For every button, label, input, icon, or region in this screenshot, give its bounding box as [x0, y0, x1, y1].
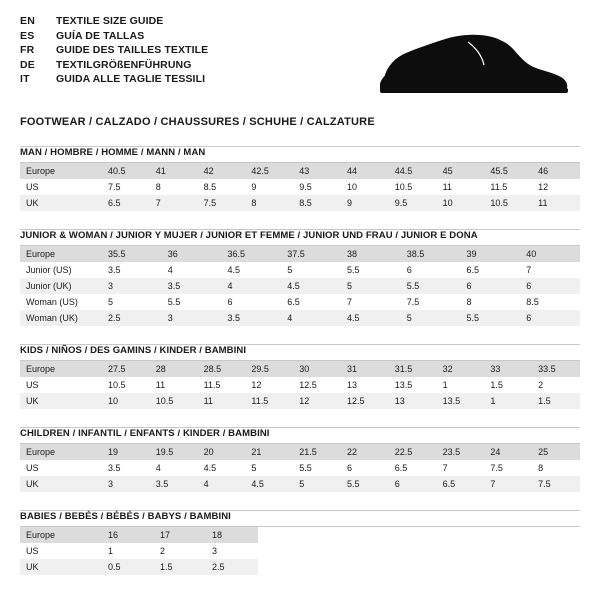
table-row — [20, 278, 580, 294]
table-cell: 2 — [160, 546, 166, 556]
table-cell: 45.5 — [484, 163, 532, 179]
row-label: UK — [20, 476, 102, 492]
category-title: FOOTWEAR / CALZADO / CHAUSSURES / SCHUHE / CALZATURE — [20, 116, 375, 128]
table-cell: 38 — [341, 246, 401, 262]
section-title: CHILDREN / INFANTIL / ENFANTS / KINDER / BAMBINI — [20, 428, 270, 439]
table-cell: 36.5 — [222, 246, 282, 262]
language-rows — [20, 16, 208, 89]
table-cell: 6.5 — [437, 476, 485, 492]
table-cell: 4.5 — [203, 463, 217, 473]
table-cell: 25 — [532, 444, 580, 460]
row-label: Europe — [20, 246, 102, 262]
table-cell: 7 — [442, 463, 448, 473]
table-cell: 10.5 — [150, 393, 198, 409]
table-cell: 8.5 — [293, 195, 341, 211]
table-cell: 35.5 — [102, 246, 162, 262]
table-cell: 11 — [532, 195, 580, 211]
table-row — [20, 476, 580, 492]
table-cell: 4 — [167, 265, 173, 275]
table-cell: 1 — [484, 393, 532, 409]
table-cell: 42.5 — [245, 163, 293, 179]
table-cell: 3 — [102, 278, 162, 294]
table-cell: 21.5 — [293, 444, 341, 460]
size-table-junior-woman — [20, 246, 580, 326]
table-row — [20, 444, 580, 460]
row-label: US — [26, 546, 39, 556]
table-cell: 13.5 — [437, 393, 485, 409]
table-row — [20, 361, 580, 377]
document-header — [20, 16, 580, 102]
table-cell-empty — [258, 559, 580, 575]
table-cell: 5.5 — [341, 476, 389, 492]
table-cell: 11 — [442, 182, 452, 192]
table-cell: 12 — [538, 182, 549, 192]
section-title: BABIES / BEBÉS / BÉBÉS / BABYS / BAMBINI — [20, 511, 231, 522]
section-title: KIDS / NIÑOS / DES GAMINS / KINDER / BAMBINI — [20, 345, 247, 356]
table-cell: 23.5 — [437, 444, 485, 460]
table-row — [20, 527, 580, 543]
section-man — [20, 146, 580, 211]
table-row — [20, 294, 580, 310]
table-cell: 1 — [442, 380, 448, 390]
table-row — [20, 460, 580, 476]
table-cell: 7.5 — [406, 297, 420, 307]
table-cell: 9 — [341, 195, 389, 211]
section-junior-woman — [20, 229, 580, 326]
table-cell: 6 — [520, 278, 580, 294]
table-cell: 5 — [287, 265, 293, 275]
table-cell: 24 — [484, 444, 532, 460]
table-cell: 36 — [162, 246, 222, 262]
table-cell: 6 — [461, 278, 521, 294]
table-cell: 11.5 — [245, 393, 293, 409]
table-cell: 6 — [346, 463, 352, 473]
table-cell: 5.5 — [401, 278, 461, 294]
table-cell: 2.5 — [206, 559, 258, 575]
table-cell: 32 — [437, 361, 485, 377]
language-title: GUIDE DES TAILLES TEXTILE — [56, 44, 209, 56]
table-row — [20, 246, 580, 262]
row-label: UK — [20, 559, 102, 575]
table-cell: 31 — [341, 361, 389, 377]
language-title: TEXTILE SIZE GUIDE — [56, 15, 164, 27]
table-cell: 19 — [102, 444, 150, 460]
table-row — [20, 163, 580, 179]
section-children — [20, 427, 580, 492]
table-cell: 20 — [198, 444, 246, 460]
language-row — [20, 60, 208, 75]
row-label: US — [26, 380, 39, 390]
table-cell: 4.5 — [341, 310, 401, 326]
table-cell: 6 — [227, 297, 233, 307]
table-cell: 5.5 — [299, 463, 312, 473]
table-cell: 10 — [437, 195, 485, 211]
row-label: Europe — [20, 163, 102, 179]
dress-shoe-icon — [372, 32, 572, 100]
language-code: ES — [20, 29, 35, 42]
row-label: Woman (US) — [26, 297, 78, 307]
table-cell: 3.5 — [162, 278, 222, 294]
table-row — [20, 543, 580, 559]
table-cell: 10.5 — [108, 380, 126, 390]
table-cell: 29.5 — [245, 361, 293, 377]
table-cell: 9 — [251, 182, 257, 192]
size-table-babies — [20, 527, 580, 575]
table-cell: 11.5 — [490, 182, 508, 192]
table-cell: 18 — [206, 527, 258, 543]
row-label: US — [26, 182, 39, 192]
table-cell: 12.5 — [299, 380, 317, 390]
table-cell: 33 — [484, 361, 532, 377]
table-cell: 13 — [346, 380, 357, 390]
table-cell: 38.5 — [401, 246, 461, 262]
table-cell: 4 — [222, 278, 282, 294]
table-cell: 43 — [293, 163, 341, 179]
table-cell: 11 — [155, 380, 166, 390]
table-cell: 8 — [245, 195, 293, 211]
table-cell: 10.5 — [484, 195, 532, 211]
row-label: UK — [20, 195, 102, 211]
table-cell: 3.5 — [222, 310, 282, 326]
language-title: GUIDA ALLE TAGLIE TESSILI — [56, 73, 206, 85]
table-cell: 6 — [406, 265, 412, 275]
language-code: EN — [20, 15, 35, 27]
table-cell: 9.5 — [389, 195, 437, 211]
table-cell: 40.5 — [102, 163, 150, 179]
row-label: Junior (US) — [26, 265, 72, 275]
size-table-children — [20, 444, 580, 492]
language-row — [20, 16, 208, 31]
language-row — [20, 74, 208, 89]
row-label: Europe — [20, 361, 102, 377]
table-cell: 30 — [293, 361, 341, 377]
table-cell: 6.5 — [102, 195, 150, 211]
table-cell: 5 — [108, 297, 114, 307]
table-cell: 2.5 — [102, 310, 162, 326]
size-table-man — [20, 163, 580, 211]
table-cell: 7.5 — [490, 463, 503, 473]
table-cell: 3.5 — [150, 476, 198, 492]
table-cell: 1.5 — [490, 380, 503, 390]
table-cell: 13 — [389, 393, 437, 409]
table-cell: 5.5 — [167, 297, 181, 307]
table-cell: 11.5 — [203, 380, 221, 390]
table-cell-empty — [258, 527, 580, 543]
table-cell: 22.5 — [389, 444, 437, 460]
table-cell: 39 — [461, 246, 521, 262]
table-cell: 7 — [347, 297, 353, 307]
language-row — [20, 31, 208, 46]
table-cell: 5 — [401, 310, 461, 326]
table-cell: 4 — [198, 476, 246, 492]
table-cell: 44.5 — [389, 163, 437, 179]
table-cell: 1.5 — [532, 393, 580, 409]
table-cell: 5 — [293, 476, 341, 492]
table-cell: 4 — [281, 310, 341, 326]
language-title-table — [20, 16, 208, 89]
table-cell: 0.5 — [102, 559, 154, 575]
table-cell: 10 — [102, 393, 150, 409]
language-code: DE — [20, 58, 35, 71]
table-cell-empty — [258, 543, 580, 559]
table-cell: 44 — [341, 163, 389, 179]
table-cell: 6 — [389, 476, 437, 492]
table-cell: 17 — [154, 527, 206, 543]
language-code: FR — [20, 44, 35, 56]
table-cell: 12 — [293, 393, 341, 409]
table-cell: 7 — [150, 195, 198, 211]
section-kids — [20, 344, 580, 409]
table-cell: 21 — [245, 444, 293, 460]
table-cell: 3 — [212, 546, 218, 556]
table-cell: 4.5 — [245, 476, 293, 492]
row-label: Europe — [20, 444, 102, 460]
table-cell: 19.5 — [150, 444, 198, 460]
table-cell: 3 — [102, 476, 150, 492]
language-title: TEXTILGRÖßENFÜHRUNG — [56, 58, 192, 71]
table-cell: 5.5 — [347, 265, 360, 275]
table-cell: 40 — [520, 246, 580, 262]
table-row — [20, 179, 580, 195]
table-cell: 6.5 — [287, 297, 300, 307]
table-row — [20, 262, 580, 278]
row-label: US — [26, 463, 39, 473]
table-cell: 6.5 — [466, 265, 480, 275]
table-cell: 7 — [526, 265, 532, 275]
table-cell: 12.5 — [341, 393, 389, 409]
table-cell: 4.5 — [281, 278, 341, 294]
table-cell: 5 — [251, 463, 257, 473]
table-cell: 1.5 — [154, 559, 206, 575]
language-row — [20, 45, 208, 60]
table-cell: 8.5 — [203, 182, 217, 192]
table-cell: 4.5 — [227, 265, 241, 275]
table-cell: 41 — [150, 163, 198, 179]
table-row — [20, 559, 580, 575]
table-row — [20, 377, 580, 393]
section-title: JUNIOR & WOMAN / JUNIOR Y MUJER / JUNIOR ET FEMME / JUNIOR UND FRAU / JUNIOR E DONA — [20, 230, 478, 241]
table-cell: 9.5 — [299, 182, 312, 192]
table-cell: 5.5 — [461, 310, 521, 326]
table-cell: 8 — [155, 182, 161, 192]
table-cell: 46 — [532, 163, 580, 179]
table-cell: 45 — [437, 163, 485, 179]
table-cell: 7.5 — [108, 182, 121, 192]
table-cell: 8 — [538, 463, 544, 473]
table-cell: 5 — [341, 278, 401, 294]
table-row — [20, 195, 580, 211]
table-cell: 7.5 — [532, 476, 580, 492]
table-cell: 12 — [251, 380, 262, 390]
table-cell: 16 — [102, 527, 154, 543]
table-row — [20, 310, 580, 326]
table-cell: 37.5 — [281, 246, 341, 262]
table-cell: 6.5 — [394, 463, 408, 473]
row-label: UK — [20, 393, 102, 409]
table-cell: 27.5 — [102, 361, 150, 377]
row-label: Junior (UK) — [20, 278, 102, 294]
table-cell: 3.5 — [108, 463, 121, 473]
language-code: IT — [20, 73, 30, 85]
table-cell: 10 — [346, 182, 357, 192]
table-cell: 2 — [538, 380, 544, 390]
table-cell: 6 — [520, 310, 580, 326]
table-row — [20, 393, 580, 409]
table-cell: 28.5 — [198, 361, 246, 377]
table-cell: 7 — [484, 476, 532, 492]
table-cell: 11 — [198, 393, 246, 409]
table-cell: 8.5 — [526, 297, 539, 307]
row-label: Woman (UK) — [20, 310, 102, 326]
table-cell: 10.5 — [394, 182, 413, 192]
table-cell: 13.5 — [394, 380, 413, 390]
size-table-kids — [20, 361, 580, 409]
section-title: MAN / HOMBRE / HOMME / MANN / MAN — [20, 147, 206, 158]
language-title: GUÍA DE TALLAS — [56, 29, 145, 42]
table-cell: 4 — [155, 463, 161, 473]
table-cell: 22 — [341, 444, 389, 460]
table-cell: 28 — [150, 361, 198, 377]
row-label: Europe — [20, 527, 102, 543]
table-cell: 31.5 — [389, 361, 437, 377]
table-cell: 42 — [198, 163, 246, 179]
table-cell: 1 — [108, 546, 114, 556]
table-cell: 33.5 — [532, 361, 580, 377]
section-babies — [20, 510, 580, 575]
table-cell: 8 — [466, 297, 472, 307]
table-cell: 7.5 — [198, 195, 246, 211]
table-cell: 3 — [162, 310, 222, 326]
table-cell: 3.5 — [108, 265, 121, 275]
